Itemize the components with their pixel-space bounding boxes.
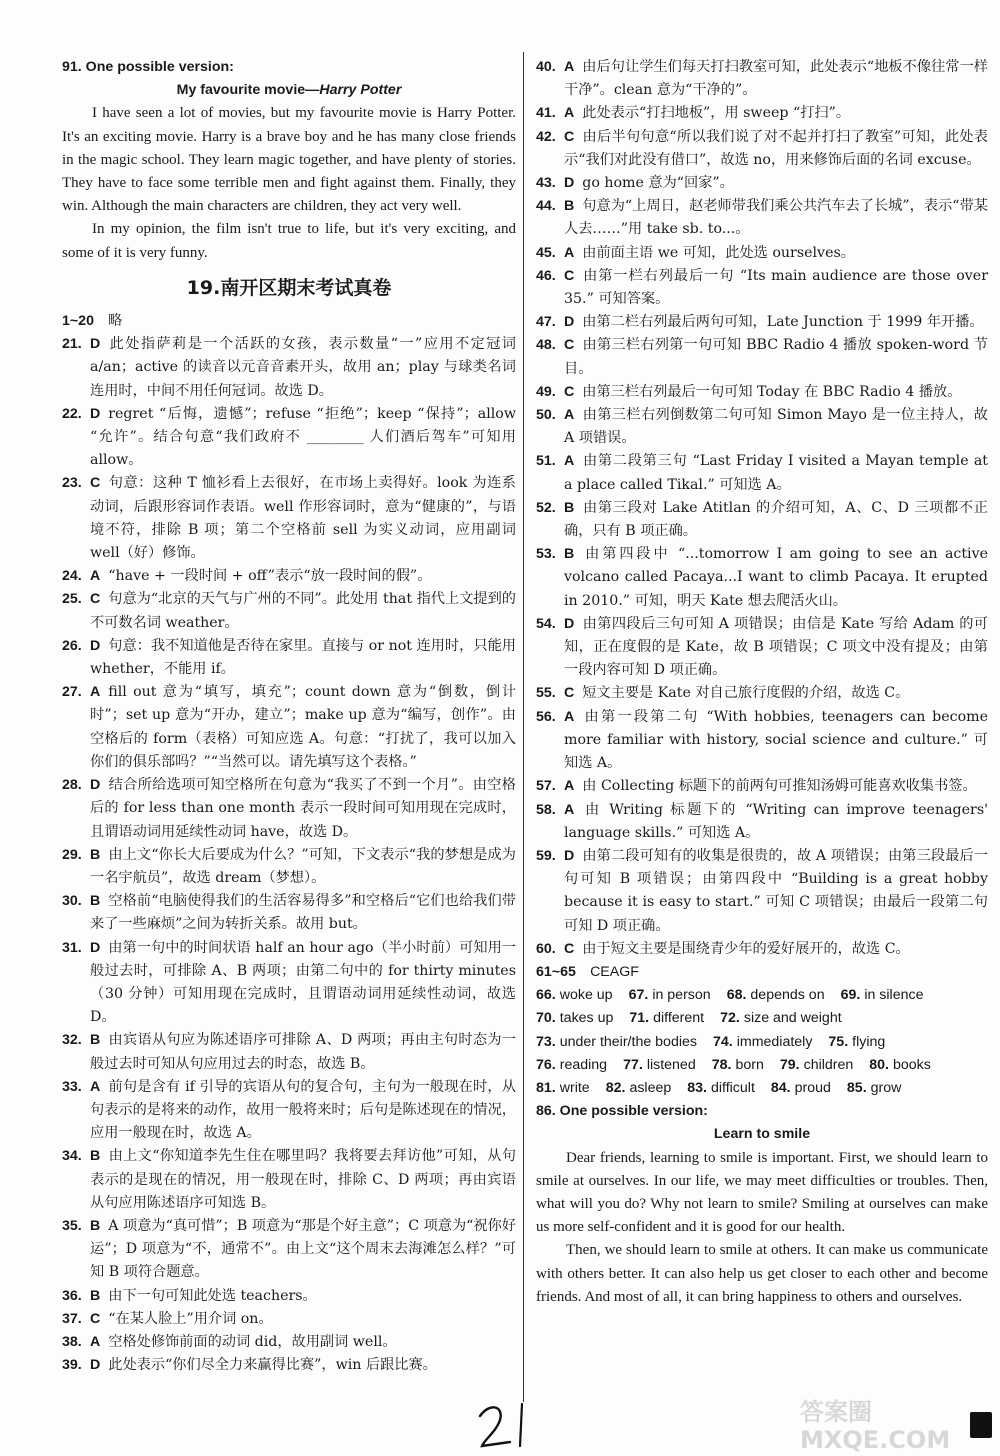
explanation-text: 短文主要是 Kate 对自己旅行度假的介绍，故选 C。 bbox=[582, 685, 910, 702]
question-number: 71. bbox=[629, 1010, 650, 1027]
answer-entry bbox=[536, 381, 988, 404]
q91-paragraph: I have seen a lot of movies, but my favourite movie is Harry Potter. It's an exciting movie. Harry is a brave boy and he has many close friends in the magic school. They learn magic together, and have plenty of stories. They have to face some terrible men and fight against them. Finally, they win. Although the main characters are children, they act very well. bbox=[62, 105, 516, 215]
answer-text: in person bbox=[652, 987, 711, 1004]
question-number: 26. bbox=[62, 637, 82, 654]
question-number: 23. bbox=[62, 475, 82, 492]
explanation-text: 由后句让学生们每天打扫教室可知，此处表示“地板不像往常一样干净”。clean 意为“干净的”。 bbox=[564, 59, 988, 99]
answer-entry bbox=[62, 1308, 516, 1331]
answer-entry bbox=[536, 682, 988, 705]
fill-answer-item bbox=[712, 1054, 764, 1077]
explanation-text: 由第一句中的时间状语 half an hour ago（半小时前）可知用一般过去时，可排除 A、B 两项；由第二句中的 for thirty minutes（30 分钟）可知用现在完成时，且谓语动词用延续性动词，故选 D。 bbox=[90, 939, 516, 1026]
answer-entry bbox=[536, 311, 988, 334]
fill-answer-item bbox=[780, 1054, 853, 1077]
q86-essay bbox=[536, 1147, 988, 1309]
answer-letter: D bbox=[90, 939, 101, 956]
answer-text: size and weight bbox=[743, 1010, 842, 1027]
question-number: 79. bbox=[779, 1056, 800, 1073]
answer-entry bbox=[536, 265, 988, 311]
answer-entry bbox=[536, 334, 988, 380]
answer-text: flying bbox=[852, 1033, 886, 1050]
answer-letter: A bbox=[90, 1078, 101, 1095]
answer-text: write bbox=[559, 1079, 590, 1096]
question-number: 30. bbox=[62, 893, 82, 910]
explanation-text: 由第三栏右列第一句可知 BBC Radio 4 播放 spoken-word 节目。 bbox=[564, 337, 988, 377]
handwritten-mark-icon bbox=[470, 1396, 550, 1452]
answer-letter: D bbox=[564, 175, 575, 192]
question-number: 84. bbox=[770, 1079, 791, 1096]
answer-text: takes up bbox=[559, 1010, 614, 1027]
answer-entry bbox=[536, 613, 988, 683]
fill-answer-item bbox=[536, 1077, 590, 1100]
answer-text: reading bbox=[559, 1056, 608, 1073]
explanation-text: 由下一句可知此处选 teachers。 bbox=[108, 1287, 317, 1304]
explanation-text: 由第四段后三句可知 A 项错误；由信是 Kate 写给 Adam 的可知，正在度假的是 Kate，故 B 项错误；C 项文中没有提及；由第一段内容可知 D 项正确。 bbox=[564, 615, 988, 679]
page-corner-mark bbox=[970, 1412, 992, 1438]
answer-entry bbox=[536, 56, 988, 102]
explanation-text: 前句是含有 if 引导的宾语从句的复合句，主句为一般现在时，从句表示的是将来的动作，故用一般将来时；后句是陈述现在的情况，应用一般现在时，故选 A。 bbox=[90, 1078, 516, 1142]
answer-text: depends on bbox=[750, 987, 825, 1004]
question-number: 36. bbox=[62, 1287, 82, 1304]
question-number: 83. bbox=[687, 1079, 707, 1096]
fill-answer-row bbox=[536, 1077, 988, 1100]
answer-letter: C bbox=[90, 475, 101, 492]
explanation-text: 由第三栏右列倒数第二句可知 Simon Mayo 是一位主持人，故 A 项错误。 bbox=[564, 407, 988, 447]
fill-answer-item bbox=[720, 1007, 842, 1030]
left-column bbox=[62, 56, 516, 1377]
answer-letter: B bbox=[564, 198, 575, 215]
q86-label: 86. One possible version: bbox=[536, 1103, 708, 1120]
fill-answer-item bbox=[687, 1077, 755, 1100]
explanation-text: 由于短文主要是围绕青少年的爱好展开的，故选 C。 bbox=[582, 940, 910, 957]
fill-answers bbox=[536, 984, 988, 1100]
answer-text: listened bbox=[646, 1056, 696, 1073]
q91-paragraph: In my opinion, the film isn't true to life, but it's very exciting, and some of it is very funny. bbox=[62, 221, 516, 261]
explanation-text: 由第二段第三句 “Last Friday I visited a Mayan temple at a place called Tikal.” 可知选 A。 bbox=[564, 453, 988, 493]
question-number: 54. bbox=[536, 615, 556, 632]
answer-entry bbox=[536, 543, 988, 613]
explanation-text: 由第三段对 Lake Atitlan 的介绍可知，A、C、D 三项都不正确，只有 B 项正确。 bbox=[564, 499, 988, 540]
question-number: 24. bbox=[62, 568, 82, 585]
explanation-text: “在某人脸上”用介词 on。 bbox=[108, 1310, 273, 1327]
explanation-text: regret “后悔，遗憾”；refuse “拒绝”；keep “保持”；allow “允许”。结合句意“我们政府不 ________ 人们酒后驾车”可知用 allow。 bbox=[90, 405, 516, 469]
question-number: 58. bbox=[536, 801, 556, 818]
question-number: 59. bbox=[536, 847, 556, 864]
q91-title: My favourite movie—Harry Potter bbox=[176, 82, 402, 99]
fill-answer-item bbox=[828, 1031, 885, 1054]
question-number: 77. bbox=[623, 1056, 643, 1073]
q86-paragraph: Then, we should learn to smile at others. It can make us communicate with others better. It can also help us get closer to each other and become friends. And most of all, it can bring happiness to others and ourselves. bbox=[536, 1242, 988, 1305]
question-number: 50. bbox=[536, 407, 556, 424]
answer-entry bbox=[536, 126, 988, 172]
question-number: 31. bbox=[62, 939, 82, 956]
answer-entry bbox=[536, 450, 988, 496]
answer-entry bbox=[62, 635, 516, 681]
answer-text: asleep bbox=[629, 1079, 672, 1096]
explanation-text: 由第四段中 “...tomorrow I am going to see an active volcano called Pacaya...I want to climb Pacaya. It erupted in 2010.” 可知，明天 Kate 想去爬活火山。 bbox=[564, 546, 988, 609]
answer-text: different bbox=[653, 1010, 705, 1027]
answer-letter: B bbox=[90, 1032, 101, 1049]
fill-answer-item bbox=[606, 1077, 672, 1100]
explanation-text: 句意为“上周日，赵老师带我们乘公共汽车去了长城”，表示“带某人去……”用 take sb. to...。 bbox=[564, 198, 988, 238]
question-number: 68. bbox=[726, 987, 747, 1004]
explanation-text: 由前面主语 we 可知，此处选 ourselves。 bbox=[582, 244, 855, 261]
answer-entry bbox=[536, 706, 988, 776]
question-number: 47. bbox=[536, 314, 556, 331]
answer-letter: C bbox=[564, 383, 575, 400]
answer-letter: B bbox=[564, 546, 575, 563]
question-number: 32. bbox=[62, 1032, 82, 1049]
answer-letter: A bbox=[564, 59, 575, 75]
explanation-text: “have + 一段时间 + off”表示“放一段时间的假”。 bbox=[108, 568, 432, 585]
answer-letter: D bbox=[90, 336, 101, 353]
answer-letter: A bbox=[564, 244, 575, 261]
fill-answer-item bbox=[623, 1054, 696, 1077]
answer-entry bbox=[62, 1331, 516, 1354]
explanation-text: 句意：这种 T 恤衫看上去很好，在市场上卖得好。look 为连系动词，后跟形容词作表语。well 作形容词时，意为“健康的”，与语境不符，排除 B 项；第二个空格前 sell 为实义动词，应用副词 well（好）修饰。 bbox=[90, 475, 516, 562]
question-number: 42. bbox=[536, 128, 556, 145]
answer-letter: A bbox=[90, 684, 101, 701]
answer-letter: B bbox=[90, 846, 101, 863]
question-number: 38. bbox=[62, 1333, 82, 1350]
explanation-text: 由上文“你知道李先生住在哪里吗？我将要去拜访他”可知，从句表示的是现在的情况，用一般现在时，排除 C、D 两项；再由宾语从句应用陈述语序可知选 B。 bbox=[90, 1148, 516, 1211]
explanation-text: 此处表示“你们尽全力来赢得比赛”，win 后跟比赛。 bbox=[108, 1357, 437, 1374]
answer-entry bbox=[62, 403, 516, 473]
answer-text: books bbox=[893, 1056, 931, 1073]
q91-essay bbox=[62, 102, 516, 264]
question-number: 81. bbox=[536, 1079, 556, 1096]
question-number: 22. bbox=[62, 405, 82, 422]
fill-answer-item bbox=[869, 1054, 931, 1077]
question-number: 75. bbox=[828, 1033, 849, 1050]
answer-letter: C bbox=[564, 940, 575, 957]
answer-entry bbox=[536, 775, 988, 798]
fill-answer-item bbox=[771, 1077, 831, 1100]
answer-list bbox=[536, 56, 988, 961]
question-number: 57. bbox=[536, 778, 556, 795]
answer-letter: D bbox=[564, 615, 575, 632]
explanation-text: 由第一段第二句 “With hobbies, teenagers can become more familiar with history, social science and culture.” 可知选 A。 bbox=[564, 708, 988, 772]
answer-letter: C bbox=[564, 337, 575, 354]
explanation-text: 此处指萨莉是一个活跃的女孩，表示数量“一”应用不定冠词 a/an；active 的读音以元音音素开头，故用 an；play 与球类名词连用时，中间不用任何冠词。故选 D。 bbox=[90, 336, 516, 399]
question-number: 48. bbox=[536, 337, 556, 354]
answer-letter: D bbox=[90, 777, 101, 794]
answer-entry bbox=[536, 242, 988, 265]
watermark: 答案圈 MXQE.COM bbox=[800, 1398, 951, 1454]
question-number: 41. bbox=[536, 105, 556, 122]
answer-entry bbox=[536, 172, 988, 195]
answer-entry bbox=[536, 195, 988, 241]
explanation-text: 由 Writing 标题下的 “Writing can improve teenagers' language skills.” 可知选 A。 bbox=[564, 801, 988, 841]
answer-letter: B bbox=[90, 893, 101, 910]
answer-entry bbox=[536, 404, 988, 450]
answer-letter: D bbox=[564, 847, 575, 864]
answer-letter: A bbox=[564, 708, 575, 725]
question-number: 21. bbox=[62, 336, 82, 353]
fill-answer-row bbox=[536, 1054, 988, 1077]
question-number: 56. bbox=[536, 708, 556, 725]
answer-letter: B bbox=[90, 1148, 101, 1165]
answer-entry bbox=[536, 845, 988, 938]
question-number: 60. bbox=[536, 940, 556, 957]
answer-entry bbox=[62, 844, 516, 890]
fill-answer-item bbox=[536, 984, 613, 1007]
answer-letter: A bbox=[564, 453, 575, 470]
answer-letter: A bbox=[90, 1333, 101, 1350]
explanation-text: go home 意为“回家”。 bbox=[582, 175, 734, 192]
fill-answer-item bbox=[847, 1077, 902, 1100]
question-number: 82. bbox=[605, 1079, 626, 1096]
answer-text: under their/the bodies bbox=[559, 1033, 697, 1050]
explanation-text: 句意：我不知道他是否待在家里。直接与 or not 连用时，只能用 whether，不能用 if。 bbox=[90, 637, 516, 678]
fill-answer-item bbox=[536, 1031, 697, 1054]
answer-entry bbox=[62, 1145, 516, 1215]
answer-letter: C bbox=[564, 267, 575, 284]
question-number: 25. bbox=[62, 591, 82, 608]
answer-letter: C bbox=[90, 591, 101, 608]
answer-letter: B bbox=[564, 499, 575, 516]
question-number: 67. bbox=[628, 987, 649, 1004]
answer-text: children bbox=[803, 1056, 854, 1073]
fill-answer-item bbox=[841, 984, 924, 1007]
answer-entry bbox=[62, 333, 516, 403]
question-number: 53. bbox=[536, 546, 556, 563]
explanation-text: 由 Collecting 标题下的前两句可推知汤姆可能喜欢收集书签。 bbox=[582, 778, 977, 795]
explanation-text: 由宾语从句应为陈述语序可排除 A、D 两项；再由主句时态为一般过去时可知从句应用过去的时态，故选 B。 bbox=[90, 1032, 516, 1072]
question-number: 34. bbox=[62, 1148, 82, 1165]
question-number: 70. bbox=[536, 1010, 556, 1027]
explanation-text: 由第一栏右列最后一句 “Its main audience are those over 35.” 可知答案。 bbox=[564, 267, 988, 308]
answer-letter: A bbox=[564, 778, 575, 795]
answer-letter: A bbox=[564, 801, 575, 818]
q86-paragraph: Dear friends, learning to smile is important. First, we should learn to smile at ourselves. In our life, we may meet difficulties or troubles. Then, what will you do? Why not learn to smile? Smiling at ourselves can make us more self-confident and it is good for our health. bbox=[536, 1149, 988, 1236]
answer-letter: C bbox=[564, 685, 575, 702]
q86-title: Learn to smile bbox=[713, 1126, 811, 1143]
question-number: 45. bbox=[536, 244, 556, 261]
answer-letter: A bbox=[90, 568, 101, 585]
question-number: 40. bbox=[536, 59, 556, 75]
answer-text: difficult bbox=[710, 1079, 755, 1096]
section-title: 19.南开区期末考试真卷 bbox=[186, 276, 392, 299]
answer-text: woke up bbox=[559, 987, 613, 1004]
answer-letter: C bbox=[90, 1310, 101, 1327]
question-number: 43. bbox=[536, 175, 556, 192]
question-number: 69. bbox=[840, 987, 861, 1004]
fill-answer-item bbox=[629, 984, 711, 1007]
answer-entry bbox=[62, 890, 516, 936]
explanation-text: 由第二段可知有的收集是很贵的，故 A 项错误；由第三段最后一句可知 B 项错误；由第四段中 “Building is a great hobby because it is easy to start.” 可知 C 项错误；由最后一段第二句可知 D 项正确。 bbox=[564, 847, 988, 934]
answer-letter: A bbox=[564, 407, 575, 424]
explanation-text: 由第三栏右列最后一句可知 Today 在 BBC Radio 4 播放。 bbox=[582, 383, 962, 400]
explanation-text: fill out 意为“填写，填充”；count down 意为“倒数，倒计时”；set up 意为“开办，建立”；make up 意为“编写，创作”。由空格后的 form（表格）可知应选 A。句意：“打扰了，我可以加入你们的俱乐部吗？”“当然可以。请先填写这个表格。” bbox=[90, 684, 516, 770]
answer-text: grow bbox=[870, 1079, 902, 1096]
explanation-text: 结合所给选项可知空格所在句意为“我买了不到一个月”。由空格后的 for less than one month 表示一段时间可知用现在完成时，且谓语动词用延续性动词 have，故选 D。 bbox=[90, 777, 516, 840]
answer-text: in silence bbox=[864, 987, 924, 1004]
question-number: 33. bbox=[62, 1078, 82, 1095]
explanation-text: 空格前“电脑使得我们的生活容易得多”和空格后“它们也给我们带来了一些麻烦”之间为转折关系。故用 but。 bbox=[90, 893, 516, 933]
question-number: 35. bbox=[62, 1217, 82, 1234]
right-column bbox=[536, 56, 988, 1309]
question-number: 85. bbox=[846, 1079, 867, 1096]
fill-answer-item bbox=[536, 1054, 607, 1077]
fill-answer-item bbox=[536, 1007, 613, 1030]
question-number: 29. bbox=[62, 846, 82, 863]
question-number: 52. bbox=[536, 499, 556, 516]
explanation-text: 由上文“你长大后要成为什么？”可知，下文表示“我的梦想是成为一名宇航员”，故选 dream（梦想）。 bbox=[90, 846, 516, 886]
question-number: 46. bbox=[536, 267, 556, 284]
answer-entry bbox=[62, 1076, 516, 1146]
answer-entry bbox=[62, 1354, 516, 1377]
answer-letter: A bbox=[564, 105, 575, 122]
answer-entry bbox=[62, 565, 516, 588]
answer-entry bbox=[536, 102, 988, 125]
question-number: 73. bbox=[536, 1033, 556, 1050]
q91-label: 91. One possible version: bbox=[62, 59, 234, 75]
answer-entry bbox=[62, 1029, 516, 1075]
question-number: 49. bbox=[536, 383, 556, 400]
answer-letter: D bbox=[90, 637, 101, 654]
question-number: 27. bbox=[62, 684, 82, 701]
answer-entry bbox=[536, 938, 988, 961]
answer-entry bbox=[536, 497, 988, 543]
question-number: 72. bbox=[720, 1010, 740, 1027]
question-number: 39. bbox=[62, 1357, 82, 1374]
explanation-text: A 项意为“真可惜”；B 项意为“那是个好主意”；C 项意为“祝你好运”；D 项意为“不，通常不”。由上文“这个周末去海滩怎么样？”可知 B 项符合题意。 bbox=[90, 1217, 516, 1281]
answer-entry bbox=[62, 1285, 516, 1308]
answer-letter: D bbox=[564, 314, 575, 331]
answer-entry bbox=[62, 774, 516, 844]
explanation-text: 此处表示“打扫地板”，用 sweep “打扫”。 bbox=[582, 105, 851, 122]
question-number: 76. bbox=[536, 1056, 556, 1073]
explanation-text: 空格处修饰前面的动词 did，故用副词 well。 bbox=[108, 1333, 397, 1350]
fill-answer-item bbox=[713, 1031, 812, 1054]
question-number: 28. bbox=[62, 777, 82, 794]
answer-entry bbox=[62, 588, 516, 634]
answer-letter: B bbox=[90, 1217, 101, 1234]
explanation-text: 由第二栏右列最后两句可知，Late Junction 于 1999 年开播。 bbox=[582, 314, 984, 331]
answer-entry bbox=[62, 937, 516, 1030]
question-number: 80. bbox=[869, 1056, 890, 1073]
fill-answer-item bbox=[629, 1007, 704, 1030]
question-number: 44. bbox=[536, 198, 556, 215]
answer-entry bbox=[62, 472, 516, 565]
explanation-text: 由后半句句意“所以我们说了对不起并打扫了教室”可知，此处表示“我们对此没有借口”，故选 no，用来修饰后面的名词 excuse。 bbox=[564, 128, 988, 168]
answer-letter: B bbox=[90, 1287, 101, 1304]
question-number: 74. bbox=[712, 1033, 733, 1050]
answer-entry bbox=[536, 799, 988, 845]
fill-answer-row bbox=[536, 1031, 988, 1054]
answer-entry bbox=[62, 681, 516, 774]
answer-text: proud bbox=[794, 1079, 831, 1096]
answer-text: immediately bbox=[736, 1033, 813, 1050]
question-number: 55. bbox=[536, 685, 556, 702]
answer-letter: D bbox=[90, 405, 101, 422]
fill-answer-row bbox=[536, 984, 988, 1007]
answer-letter: D bbox=[90, 1357, 101, 1374]
range-row: 1~20 略 bbox=[62, 313, 123, 330]
question-number: 78. bbox=[711, 1056, 732, 1073]
explanation-text: 句意为“北京的天气与广州的不同”。此处用 that 指代上文提到的不可数名词 weather。 bbox=[90, 591, 516, 631]
q61-65-row: 61~65 CEAGF bbox=[536, 963, 639, 980]
answer-list bbox=[62, 333, 516, 1377]
fill-answer-item bbox=[727, 984, 825, 1007]
fill-answer-row bbox=[536, 1007, 988, 1030]
column-divider bbox=[523, 52, 524, 1402]
answer-text: born bbox=[735, 1056, 764, 1073]
question-number: 37. bbox=[62, 1310, 82, 1327]
answer-letter: C bbox=[564, 128, 575, 145]
question-number: 51. bbox=[536, 453, 556, 470]
answer-entry bbox=[62, 1215, 516, 1285]
question-number: 66. bbox=[536, 987, 556, 1004]
